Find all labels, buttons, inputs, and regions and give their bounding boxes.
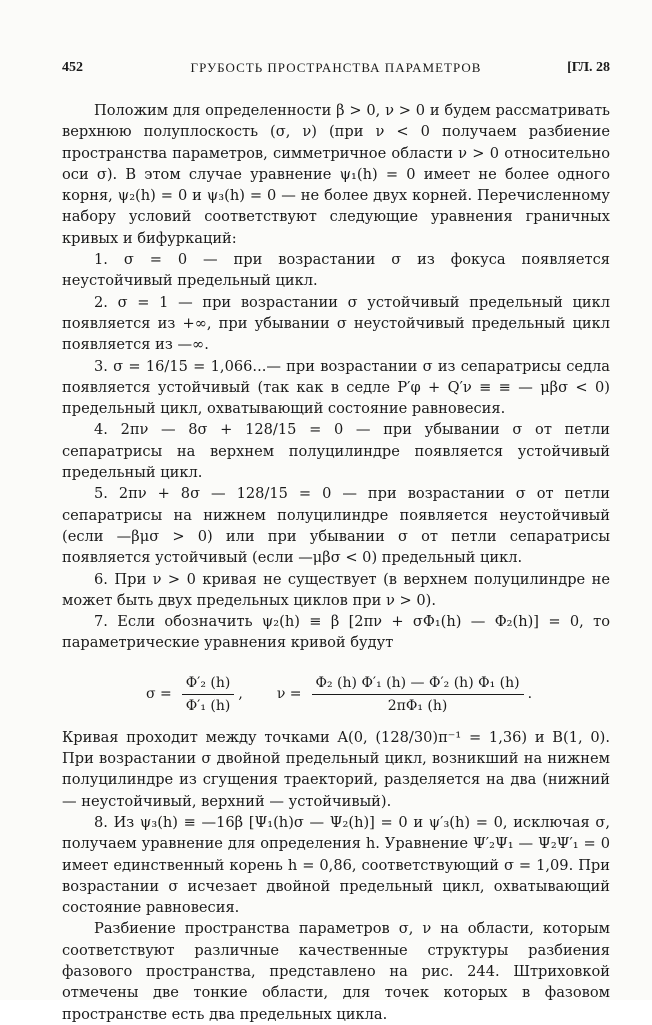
list-item-8: 8. Из ψ₃(h) ≡ —16β [Ψ₁(h)σ — Ψ₂(h)] = 0 и ψ′₃(h) = 0, исключая σ, получаем уравнение для определения h. Уравнение Ψ′₂Ψ₁ — Ψ₂Ψ′₁ = 0 имеет единственный корень h = 0,86, соответствующий σ = 1,09. При возрастании σ исчезает двойной предельный цикл, охватывающий состояние равновесия. (62, 813, 610, 917)
formula-separator: , (238, 686, 243, 703)
page-body (62, 100, 610, 1025)
formula-sigma-denominator: Φ′₁ (h) (185, 697, 231, 714)
list-item-3: 3. σ = 16/15 = 1,066...— при возрастании σ из сепаратрисы седла появляется устойчивый (так как в седле P′φ + Q′ν ≡ ≡ — μβσ < 0) предельный цикл, охватывающий состояние равновесия. (62, 357, 610, 418)
paragraph-final: Разбиение пространства параметров σ, ν на области, которым соответствуют различные качественные структуры разбиения фазового пространства, представлено на рис. 244. Штриховкой отмечены две тонкие области, для точек которых в фазовом пространстве есть два предельных цикла. (62, 920, 610, 1023)
paragraph-intro: Положим для определенности β > 0, ν > 0 и будем рассматривать верхнюю полуплоскость (σ, ν) (при ν < 0 получаем разбиение пространства параметров, симметричное области ν > 0 относительно оси σ). В этом случае уравнение ψ₁(h) = 0 имеет не более одного корня, ψ₂(h) = 0 и ψ₃(h) = 0 — не более двух корней. Перечисленному набору условий соответствуют следующие уравнения граничных кривых и бифуркаций: (62, 102, 610, 247)
formula-nu-fraction (312, 674, 524, 715)
list-item-2: 2. σ = 1 — при возрастании σ устойчивый предельный цикл появляется из +∞, при убывании σ неустойчивый предельный цикл появляется из —∞. (62, 293, 610, 354)
paragraph-curve: Кривая проходит между точками A(0, (128/30)π⁻¹ = 1,36) и B(1, 0). При возрастании σ двойной предельный цикл, возникший на нижнем полуцилиндре из сгущения траекторий, разделяется на два (нижний — неустойчивый, верхний — устойчивый). (62, 728, 610, 810)
page-header (62, 60, 610, 84)
parametric-formula (62, 674, 610, 715)
list-item-1: 1. σ = 0 — при возрастании σ из фокуса появляется неустойчивый предельный цикл. (62, 251, 610, 290)
formula-sigma-numerator: Φ′₂ (h) (182, 674, 235, 695)
running-title: ГРУБОСТЬ ПРОСТРАНСТВА ПАРАМЕТРОВ (190, 60, 482, 75)
list-item-4: 4. 2πν — 8σ + 128/15 = 0 — при убывании σ от петли сепаратрисы на верхнем полуцилиндре появляется устойчивый предельный цикл. (62, 421, 610, 482)
list-item-7: 7. Если обозначить ψ₂(h) ≡ β [2πν + σΦ₁(h) — Φ₂(h)] = 0, то параметрические уравнения кривой будут (62, 613, 610, 652)
formula-sigma-lhs: σ = (145, 686, 172, 703)
formula-nu-lhs: ν = (276, 686, 302, 703)
list-item-5: 5. 2πν + 8σ — 128/15 = 0 — при возрастании σ от петли сепаратрисы на нижнем полуцилиндре появляется неустойчивый (если —βμσ > 0) или при убывании σ от петли сепаратрисы появляется устойчивый (если —μβσ < 0) предельный цикл. (62, 485, 610, 567)
chapter-label: [ГЛ. 28 (567, 60, 610, 75)
formula-nu-denominator: 2πΦ₁ (h) (387, 697, 448, 714)
formula-sigma-fraction (182, 674, 235, 715)
formula-nu-numerator: Φ₂ (h) Φ′₁ (h) — Φ′₂ (h) Φ₁ (h) (312, 674, 524, 695)
page-number: 452 (62, 60, 83, 75)
formula-end: . (527, 686, 533, 703)
list-item-6: 6. При ν > 0 кривая не существует (в верхнем полуцилиндре не может быть двух предельных циклов при ν > 0). (62, 570, 610, 609)
